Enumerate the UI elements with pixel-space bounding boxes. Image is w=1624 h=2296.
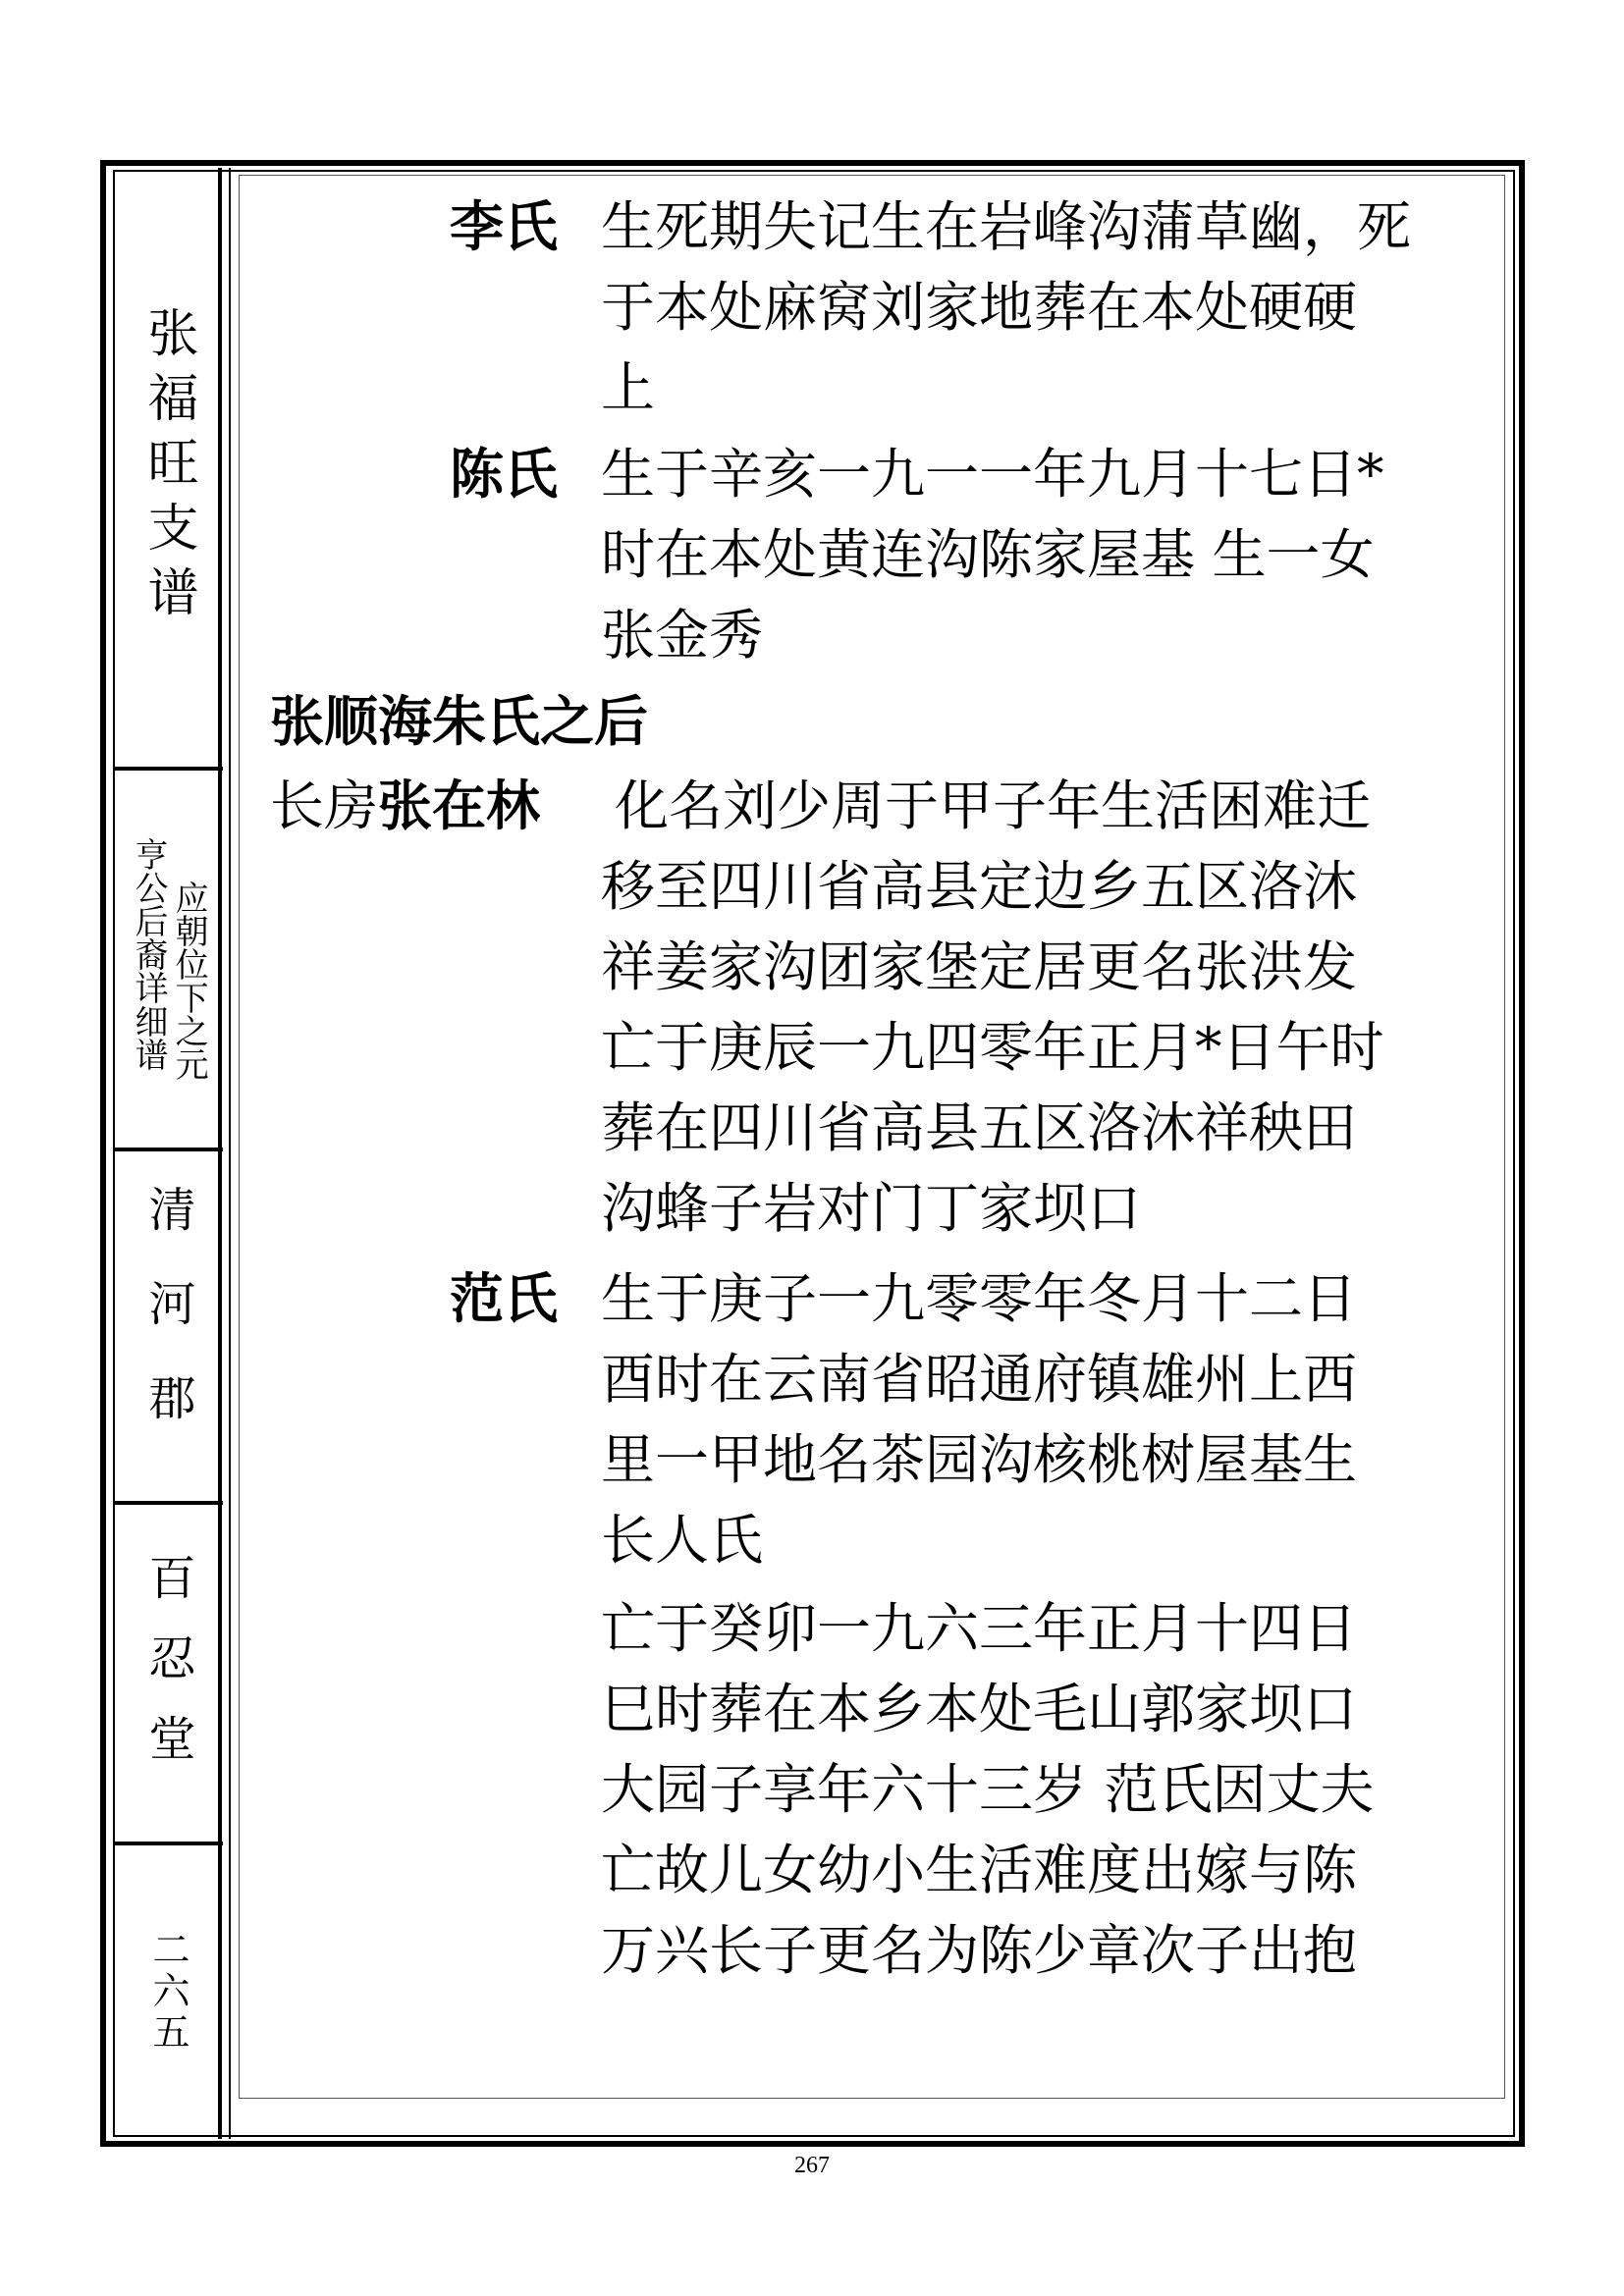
text-line: 亡故儿女幼小生活难度出嫁与陈 [601,1839,1358,1901]
person-label [270,766,540,846]
text-line: 移至四川省高县定边乡五区洛沐 [601,855,1358,918]
entry-li [270,187,1507,428]
entry-chen [270,434,1507,675]
text-line: 酉时在云南省昭通府镇雄州上西 [601,1348,1358,1411]
text-line: 祥姜家沟团家堡定居更名张洪发 [601,935,1358,998]
entry-body [601,1258,1374,1991]
spine-divider-thin [229,168,231,2139]
entry-name: 陈氏 [450,442,559,506]
text-line: 里一甲地名茶园沟核桃树屋基生 [601,1428,1358,1491]
text-line: 张金秀 [601,604,764,667]
text-line: 万兴长子更名为陈少章次子出抱 [601,1919,1358,1982]
text-line: 化名刘少周于甲子年生活困难迁 [615,774,1372,837]
entry-name: 范氏 [450,1266,559,1330]
entry-fan [270,1258,1507,1985]
spine-pageno-cell [113,1845,223,2137]
section-heading: 张顺海朱氏之后 [270,689,649,753]
text-line: 亡于癸卯一九六三年正月十四日 [601,1597,1358,1660]
text-line: 大园子享年六十三岁 范氏因丈夫 [601,1758,1375,1821]
content [270,187,1507,2091]
page-number: 267 [794,2153,830,2178]
text-line: 于本处麻窝刘家地葬在本处硬硬 [601,276,1358,339]
entry-name: 李氏 [450,194,559,258]
text-line: 巳时葬在本乡本处毛山郭家坝口 [601,1678,1358,1740]
chinese-page-number: 二六五 [146,1929,189,2054]
spine-subtitle-cell [113,771,223,1151]
subtitle-column-2: 亨公后裔详细谱 [129,837,168,1071]
spine [113,170,223,2137]
subtitle-columns [129,837,207,1081]
text-line: 沟蜂子岩对门丁家坝口 [601,1177,1142,1240]
rank-label: 长房 [270,774,379,837]
text-line: 长人氏 [601,1509,764,1572]
entry-zhang-zailin [270,766,1507,1249]
text-line: 生于庚子一九零零年冬月十二日 [601,1267,1358,1330]
text-line: 葬在四川省高县五区洛沐祥秧田 [601,1096,1358,1159]
entry-body [601,766,1384,1249]
spine-title-cell [113,170,223,771]
entry-body [601,187,1411,428]
commandery-name: 清河郡 [140,1185,195,1468]
entry-body [601,434,1384,675]
text-line: 时在本处黄连沟陈家屋基 生一女 [601,523,1375,586]
person-name: 张在林 [378,774,541,837]
spine-tang-cell [113,1505,223,1845]
spine-hall-cell [113,1151,223,1505]
hall-name: 百忍堂 [140,1552,195,1794]
genealogy-title: 张福旺支谱 [138,306,197,630]
subtitle-column-1: 应朝位下之元 [169,881,209,1081]
text-line: 生死期失记生在岩峰沟蒲草幽，死 [601,195,1412,258]
text-line: 生于辛亥一九一一年九月十七日* [601,443,1384,506]
text-line: 亡于庚辰一九四零年正月*日午时 [601,1016,1384,1079]
text-line: 上 [601,356,656,419]
